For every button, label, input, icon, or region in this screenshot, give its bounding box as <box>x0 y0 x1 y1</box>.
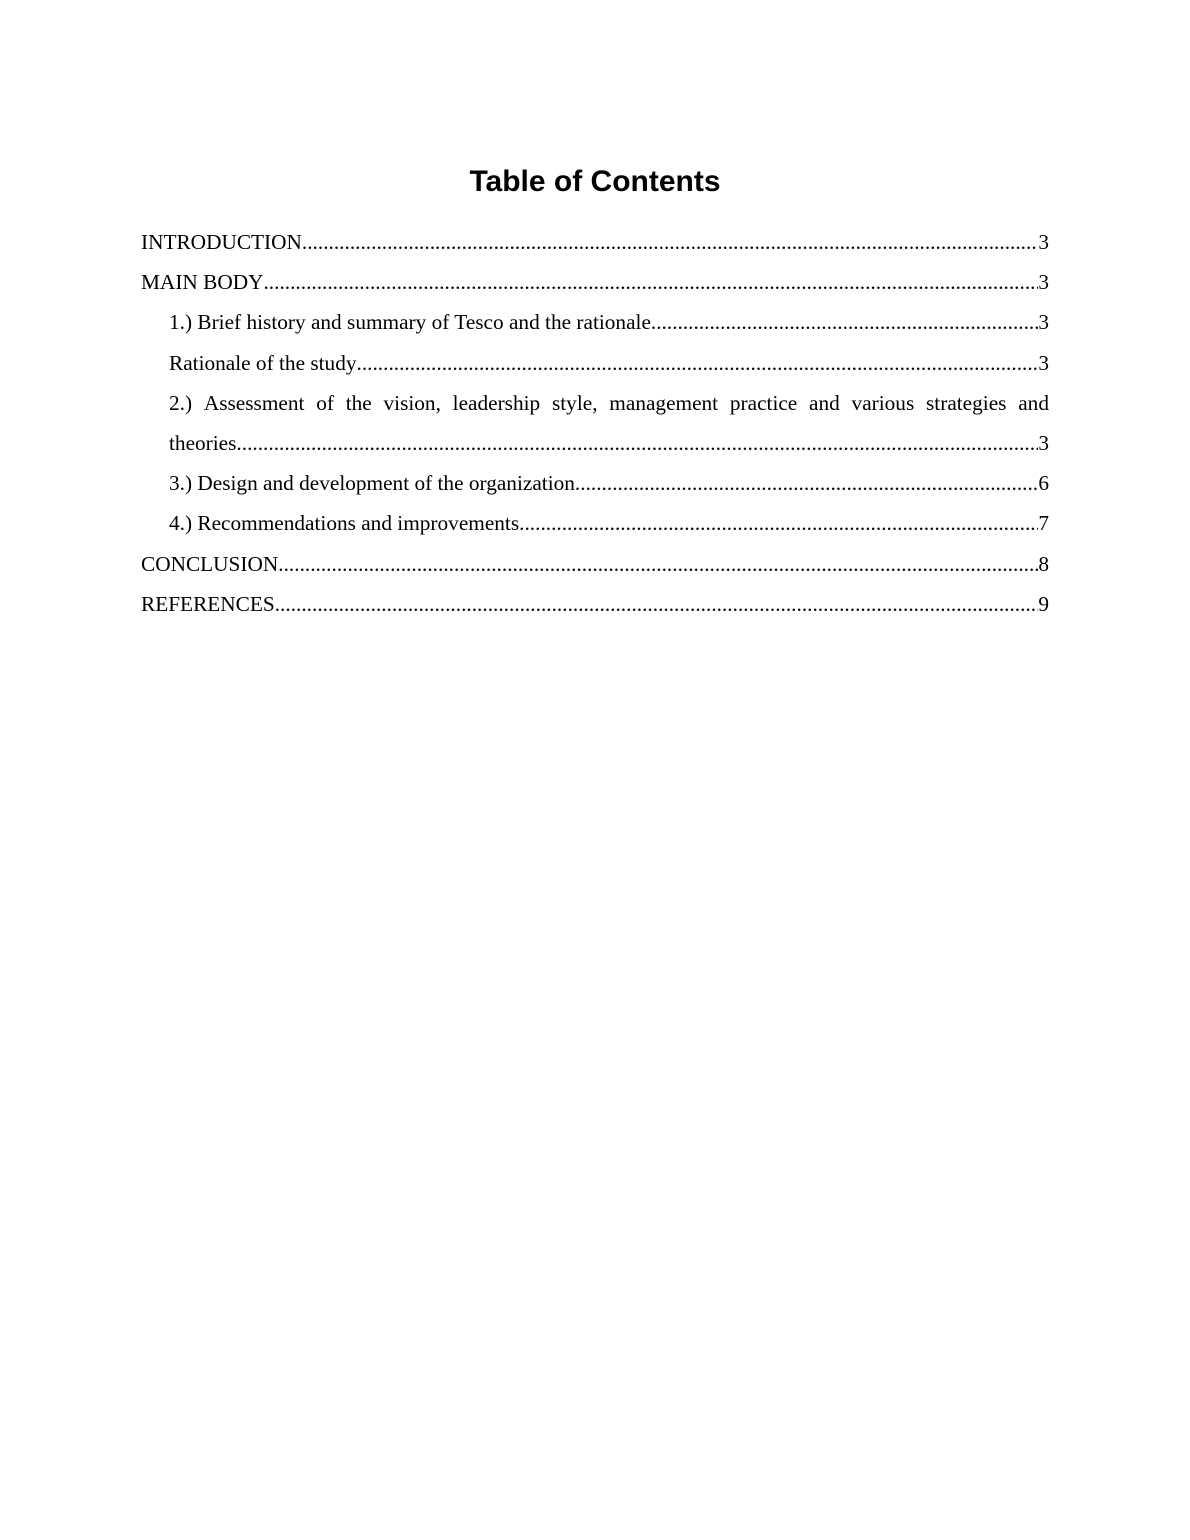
toc-entry-label-line1: 2.) Assessment of the vision, leadership style, management practice and various strategies and <box>169 390 1049 415</box>
toc-page-number: 9 <box>1038 591 1049 616</box>
toc-entry-label: 3.) Design and development of the organization <box>169 471 575 496</box>
toc-page-number: 7 <box>1038 511 1049 536</box>
toc-leader-dots <box>263 262 1038 302</box>
toc-entry-design-development[interactable] <box>169 463 1049 503</box>
toc-page-number: 8 <box>1038 551 1049 576</box>
toc-entry-assessment[interactable] <box>169 383 1049 463</box>
toc-leader-dots <box>357 343 1039 383</box>
toc-page-number: 3 <box>1038 310 1049 335</box>
toc-leader-dots <box>575 463 1038 503</box>
toc-page-number: 3 <box>1038 270 1049 295</box>
toc-page-number: 3 <box>1038 230 1049 254</box>
toc-leader-dots <box>275 584 1039 624</box>
toc-page-number: 6 <box>1038 471 1049 496</box>
toc-entry-introduction[interactable] <box>141 222 1049 262</box>
toc-entry-label: 1.) Brief history and summary of Tesco and the rationale <box>169 310 651 335</box>
toc-page-number: 3 <box>1038 431 1049 456</box>
toc-leader-dots <box>236 423 1038 463</box>
toc-entry-label: INTRODUCTION <box>141 230 302 254</box>
toc-entry-brief-history[interactable] <box>169 302 1049 342</box>
toc-leader-dots <box>519 503 1038 543</box>
toc-leader-dots <box>651 302 1038 342</box>
toc-entry-rationale[interactable] <box>169 343 1049 383</box>
toc-entry-label: MAIN BODY <box>141 270 264 295</box>
toc-entry-label: 4.) Recommendations and improvements <box>169 511 520 536</box>
toc-entry-label-line2: theories <box>169 431 237 456</box>
toc-title: Table of Contents <box>469 165 721 198</box>
toc-entry-label: CONCLUSION <box>141 551 279 576</box>
toc-leader-dots <box>302 222 1038 262</box>
toc-leader-dots <box>278 544 1038 584</box>
toc-entry-label: REFERENCES <box>141 591 275 616</box>
toc-entry-recommendations[interactable] <box>169 503 1049 543</box>
toc-page-number: 3 <box>1038 350 1049 375</box>
toc-list <box>141 222 1049 624</box>
toc-entry-references[interactable] <box>141 584 1049 624</box>
toc-entry-conclusion[interactable] <box>141 544 1049 584</box>
toc-entry-main-body[interactable] <box>141 262 1049 302</box>
toc-entry-label: Rationale of the study <box>169 350 357 375</box>
